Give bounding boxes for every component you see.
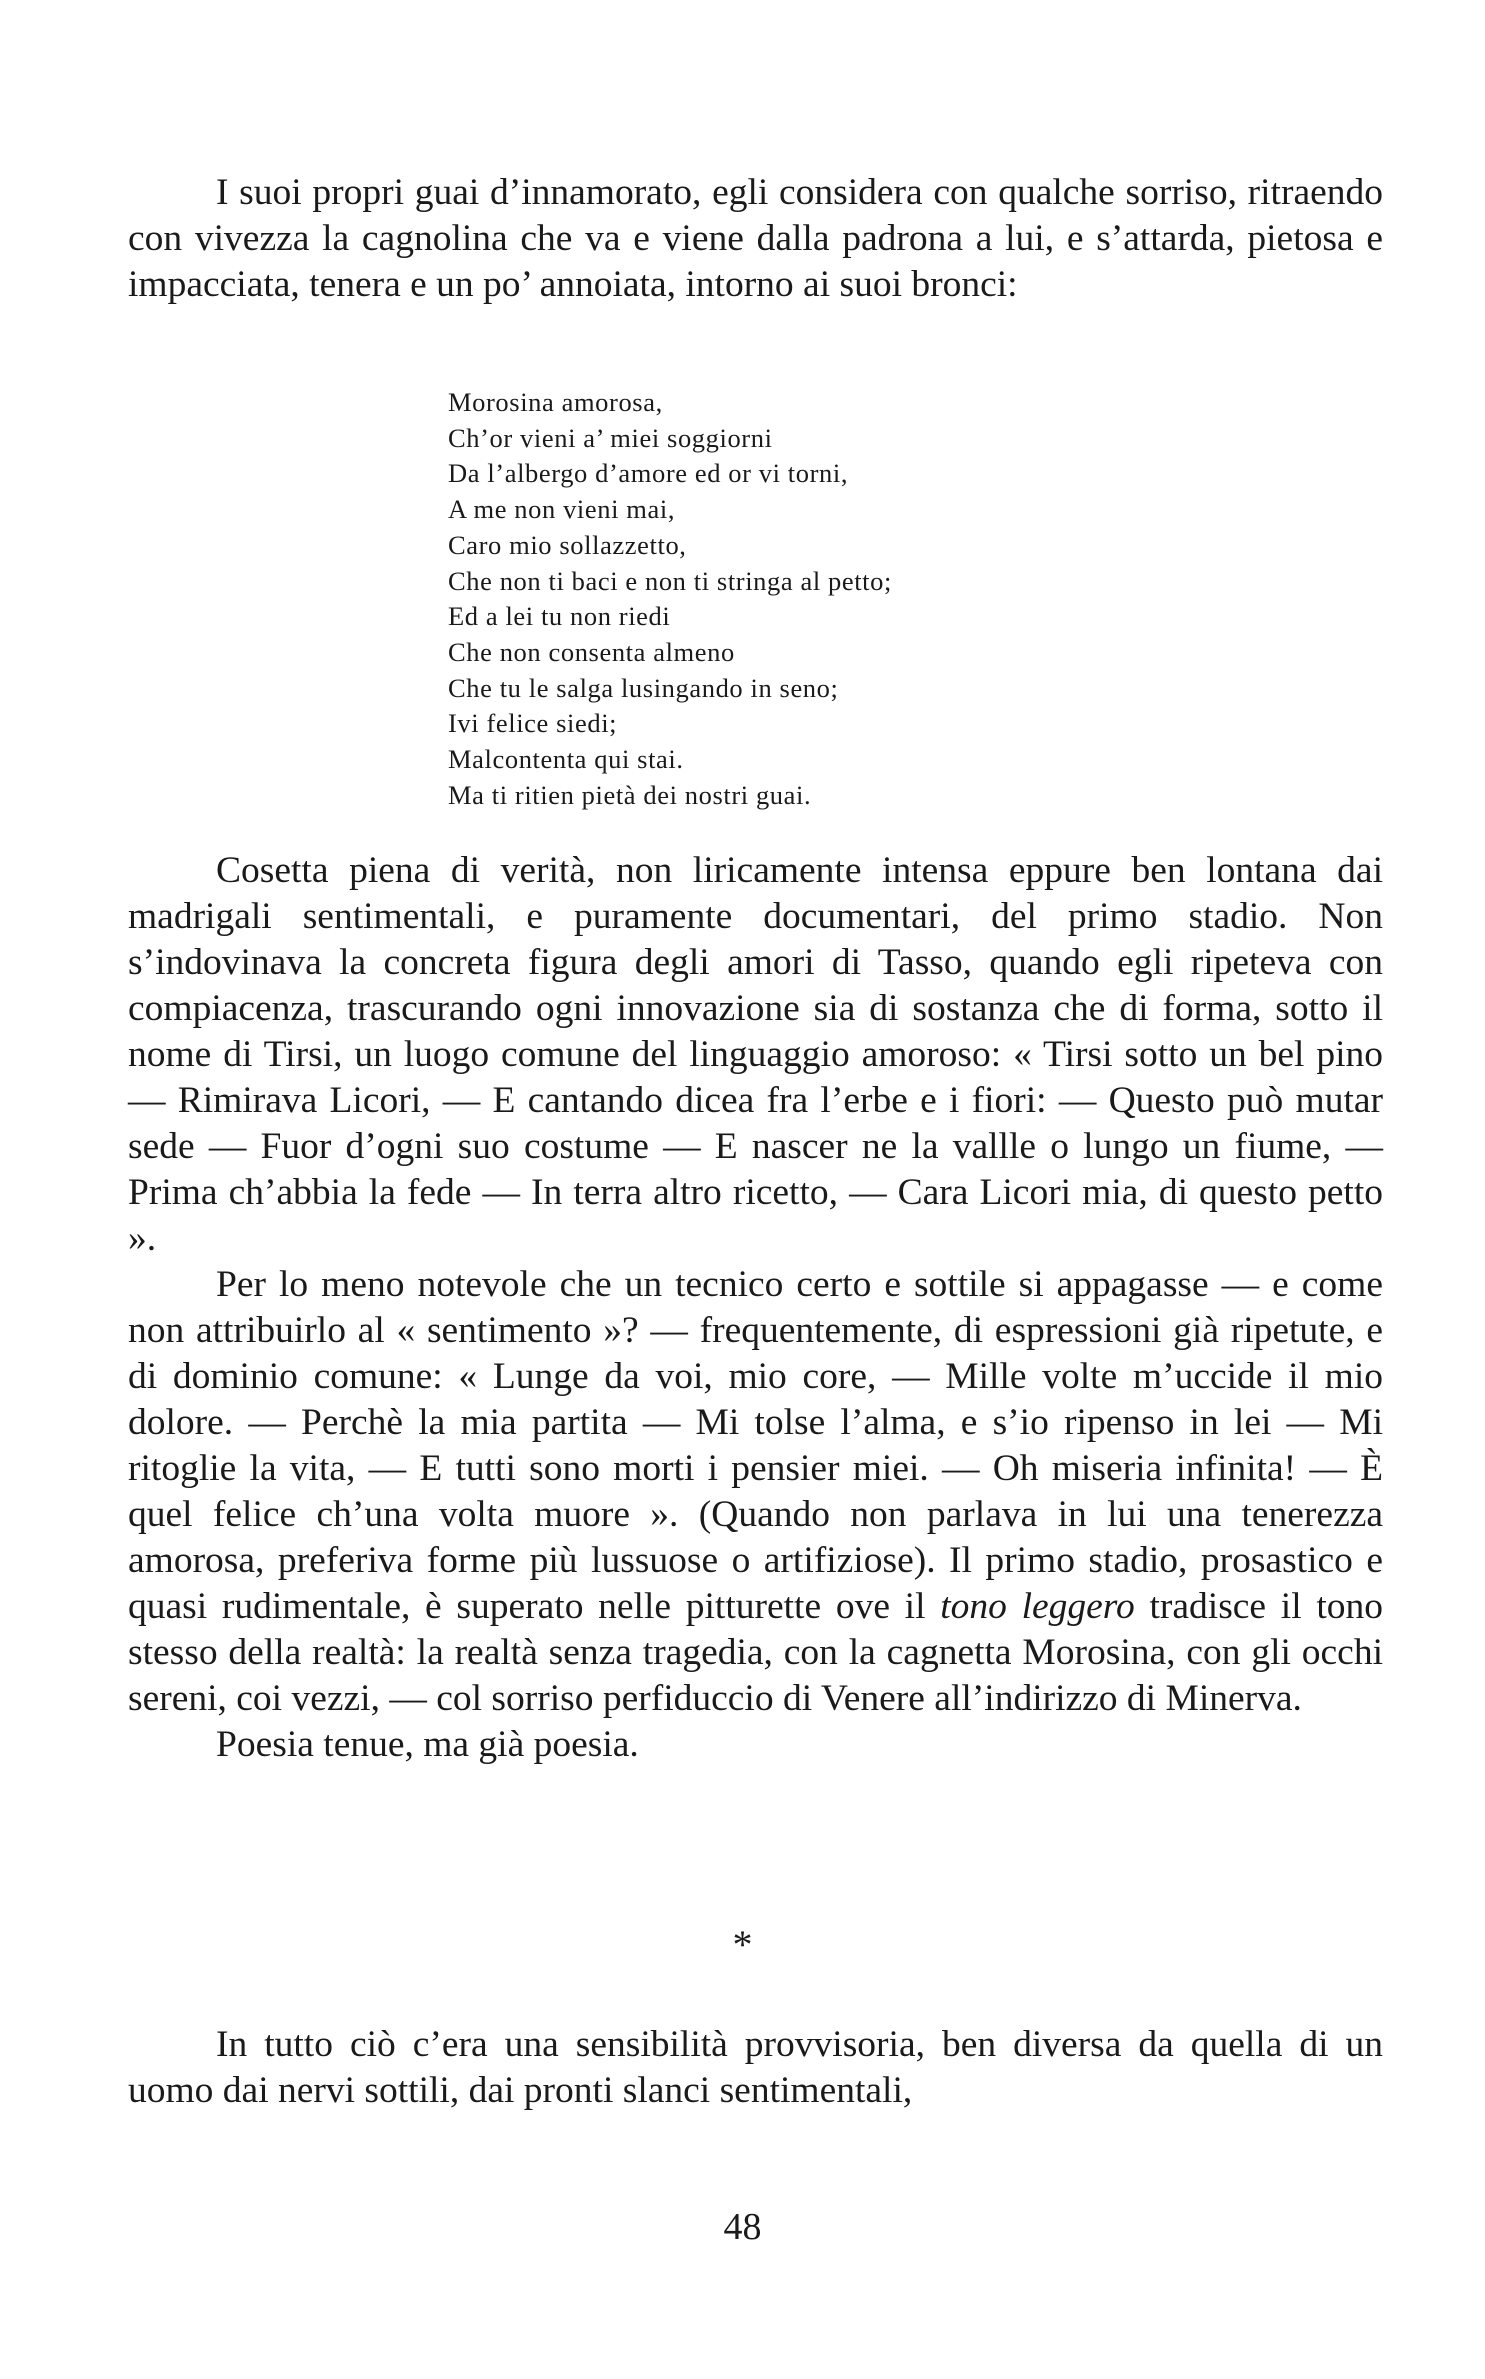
- poem-line: Morosina amorosa,: [448, 387, 663, 417]
- paragraph-text: tradisce il tono stesso della realtà: la realtà senza tragedia, con la cagnetta Morosina, con gli occhi sereni, coi vezzi, — col sorriso perfiduccio di Venere all’indirizzo di Minerva.: [128, 1586, 1384, 1719]
- poem-line: Ch’or vieni a’ miei soggiorni: [448, 422, 773, 453]
- poem-stanza: [448, 385, 1188, 813]
- body-paragraphs: [128, 848, 1383, 1768]
- poem-line: Ma ti ritien pietà dei nostri guai.: [448, 779, 812, 810]
- paragraph-text: In tutto ciò c’era una sensibilità provvisoria, ben diversa da quella di un uomo dai nervi sottili, dai pronti slanci sentimentali,: [128, 2024, 1383, 2111]
- paragraph-per-lo-meno: [128, 1262, 1383, 1722]
- page-number: 48: [723, 2206, 762, 2248]
- paragraph-cosetta: Cosetta piena di verità, non liricamente intensa eppure ben lontana dai madrigali sentimentali, e puramente documentari, del primo stadio. Non s’indovinava la concreta figura degli amori di Tasso, quando egli ripeteva con compiacenza, trascurando ogni innovazione sia di sostanza che di forma, sotto il nome di Tirsi, un luogo comune del linguaggio amoroso: « Tirsi sotto un bel pino — Rimirava Licori, — E cantando dicea fra l’erbe e i fiori: — Questo può mutar sede — Fuor d’ogni suo costume — E nascer ne la vallle o lungo un fiume, — Prima ch’abbia la fede — In terra altro ricetto, — Cara Licori mia, di questo petto ».: [128, 850, 1383, 1259]
- intro-paragraph: [128, 170, 1383, 308]
- paragraph-text: I suoi propri guai d’innamorato, egli considera con qualche sorriso, ritraendo con vivezza la cagnolina che va e viene dalla padrona a lui, e s’attarda, pietosa e impacciata, tenera e un po’ annoiata, intorno ai suoi bronci:: [128, 172, 1383, 305]
- poem-line: Caro mio sollazzetto,: [448, 529, 687, 560]
- paragraph-text: Per lo meno notevole che un tecnico certo e sottile si appagasse — e come non attribuirlo al « sentimento »? — frequentemente, di espressioni già ripetute, e di dominio comune: « Lunge da voi, mio core, — Mille volte m’uccide il mio dolore. — Perchè la mia partita — Mi tolse l’alma, e s’io ripenso in lei — Mi ritoglie la vita, — E tutti sono morti i pensier miei. — Oh miseria infinita! — È quel felice ch’una volta muore ». (Quando non parlava in lui una tenerezza amorosa, preferiva forme più lussuose o artifiziose). Il primo stadio, prosastico e quasi rudimentale, è superato nelle pitturette ove il: [128, 1264, 1383, 1627]
- section-separator: *: [732, 1922, 753, 1967]
- poem-line: Che non ti baci e non ti stringa al petto;: [448, 565, 892, 596]
- poem-line: Che non consenta almeno: [448, 636, 735, 667]
- poem-line: Malcontenta qui stai.: [448, 744, 684, 775]
- poem-line: A me non vieni mai,: [448, 494, 676, 525]
- italic-phrase: tono leggero: [940, 1586, 1135, 1627]
- poem-line: Che tu le salga lusingando in seno;: [448, 672, 839, 703]
- poem-line: Da l’albergo d’amore ed or vi torni,: [448, 458, 849, 489]
- poem-line: Ed a lei tu non riedi: [448, 601, 671, 632]
- poem-line: Ivi felice siedi;: [448, 708, 618, 739]
- final-paragraph: [128, 2022, 1383, 2114]
- paragraph-poesia: Poesia tenue, ma già poesia.: [216, 1724, 639, 1765]
